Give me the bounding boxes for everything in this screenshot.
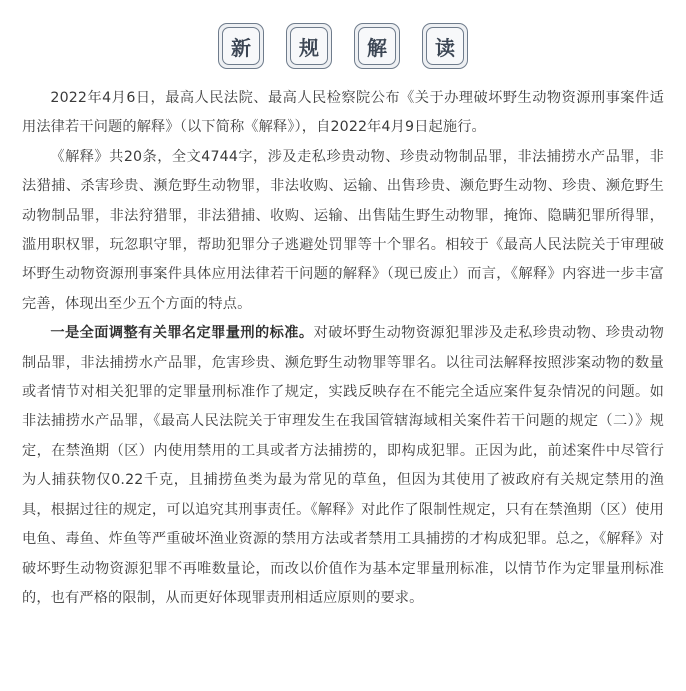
- title-char-badge: [354, 23, 400, 69]
- title-banner: [0, 0, 686, 72]
- title-char: 读: [426, 27, 464, 65]
- title-char: 解: [358, 27, 396, 65]
- paragraph-feature-one: [22, 319, 664, 613]
- title-char: 规: [290, 27, 328, 65]
- article-body: [0, 72, 686, 613]
- title-char-badge: [286, 23, 332, 69]
- title-char-badge: [218, 23, 264, 69]
- title-char-badge: [422, 23, 468, 69]
- feature-heading: 一是全面调整有关罪名定罪量刑的标准。: [50, 325, 314, 342]
- paragraph-overview: 《解释》共20条，全文4744字，涉及走私珍贵动物、珍贵动物制品罪，非法捕捞水产品罪，非法猎捕、杀害珍贵、濒危野生动物罪，非法收购、运输、出售珍贵、濒危野生动物、珍贵、濒危野生动物制品罪，非法狩猎罪，非法猎捕、收购、运输、出售陆生野生动物罪，掩饰、隐瞒犯罪所得罪，滥用职权罪，玩忽职守罪，帮助犯罪分子逃避处罚罪等十个罪名。相较于《最高人民法院关于审理破坏野生动物资源刑事案件具体应用法律若干问题的解释》（现已废止）而言，《解释》内容进一步丰富完善，体现出至少五个方面的特点。: [22, 148, 664, 312]
- feature-text: 对破坏野生动物资源犯罪涉及走私珍贵动物、珍贵动物制品罪，非法捕捞水产品罪，危害珍贵、濒危野生动物罪等罪名。以往司法解释按照涉案动物的数量或者情节对相关犯罪的定罪量刑标准作了规定，实践反映存在不能完全适应案件复杂情况的问题。如非法捕捞水产品罪，《最高人民法院关于审理发生在我国管辖海域相关案件若干问题的规定（二）》规定，在禁渔期（区）内使用禁用的工具或者方法捕捞的，即构成犯罪。正因为此，前述案件中尽管行为人捕获物仅0.22千克，且捕捞鱼类为最为常见的草鱼，但因为其使用了被政府有关规定禁用的渔具，根据过往的规定，可以追究其刑事责任。《解释》对此作了限制性规定，只有在禁渔期（区）使用电鱼、毒鱼、炸鱼等严重破坏渔业资源的禁用方法或者禁用工具捕捞的才构成犯罪。总之，《解释》对破坏野生动物资源犯罪不再唯数量论，而改以价值作为基本定罪量刑标准，以情节作为定罪量刑标准的，也有严格的限制，从而更好体现罪责刑相适应原则的要求。: [22, 325, 664, 606]
- title-char: 新: [222, 27, 260, 65]
- paragraph-intro: 2022年4月6日，最高人民法院、最高人民检察院公布《关于办理破坏野生动物资源刑事案件适用法律若干问题的解释》（以下简称《解释》），自2022年4月9日起施行。: [22, 90, 664, 136]
